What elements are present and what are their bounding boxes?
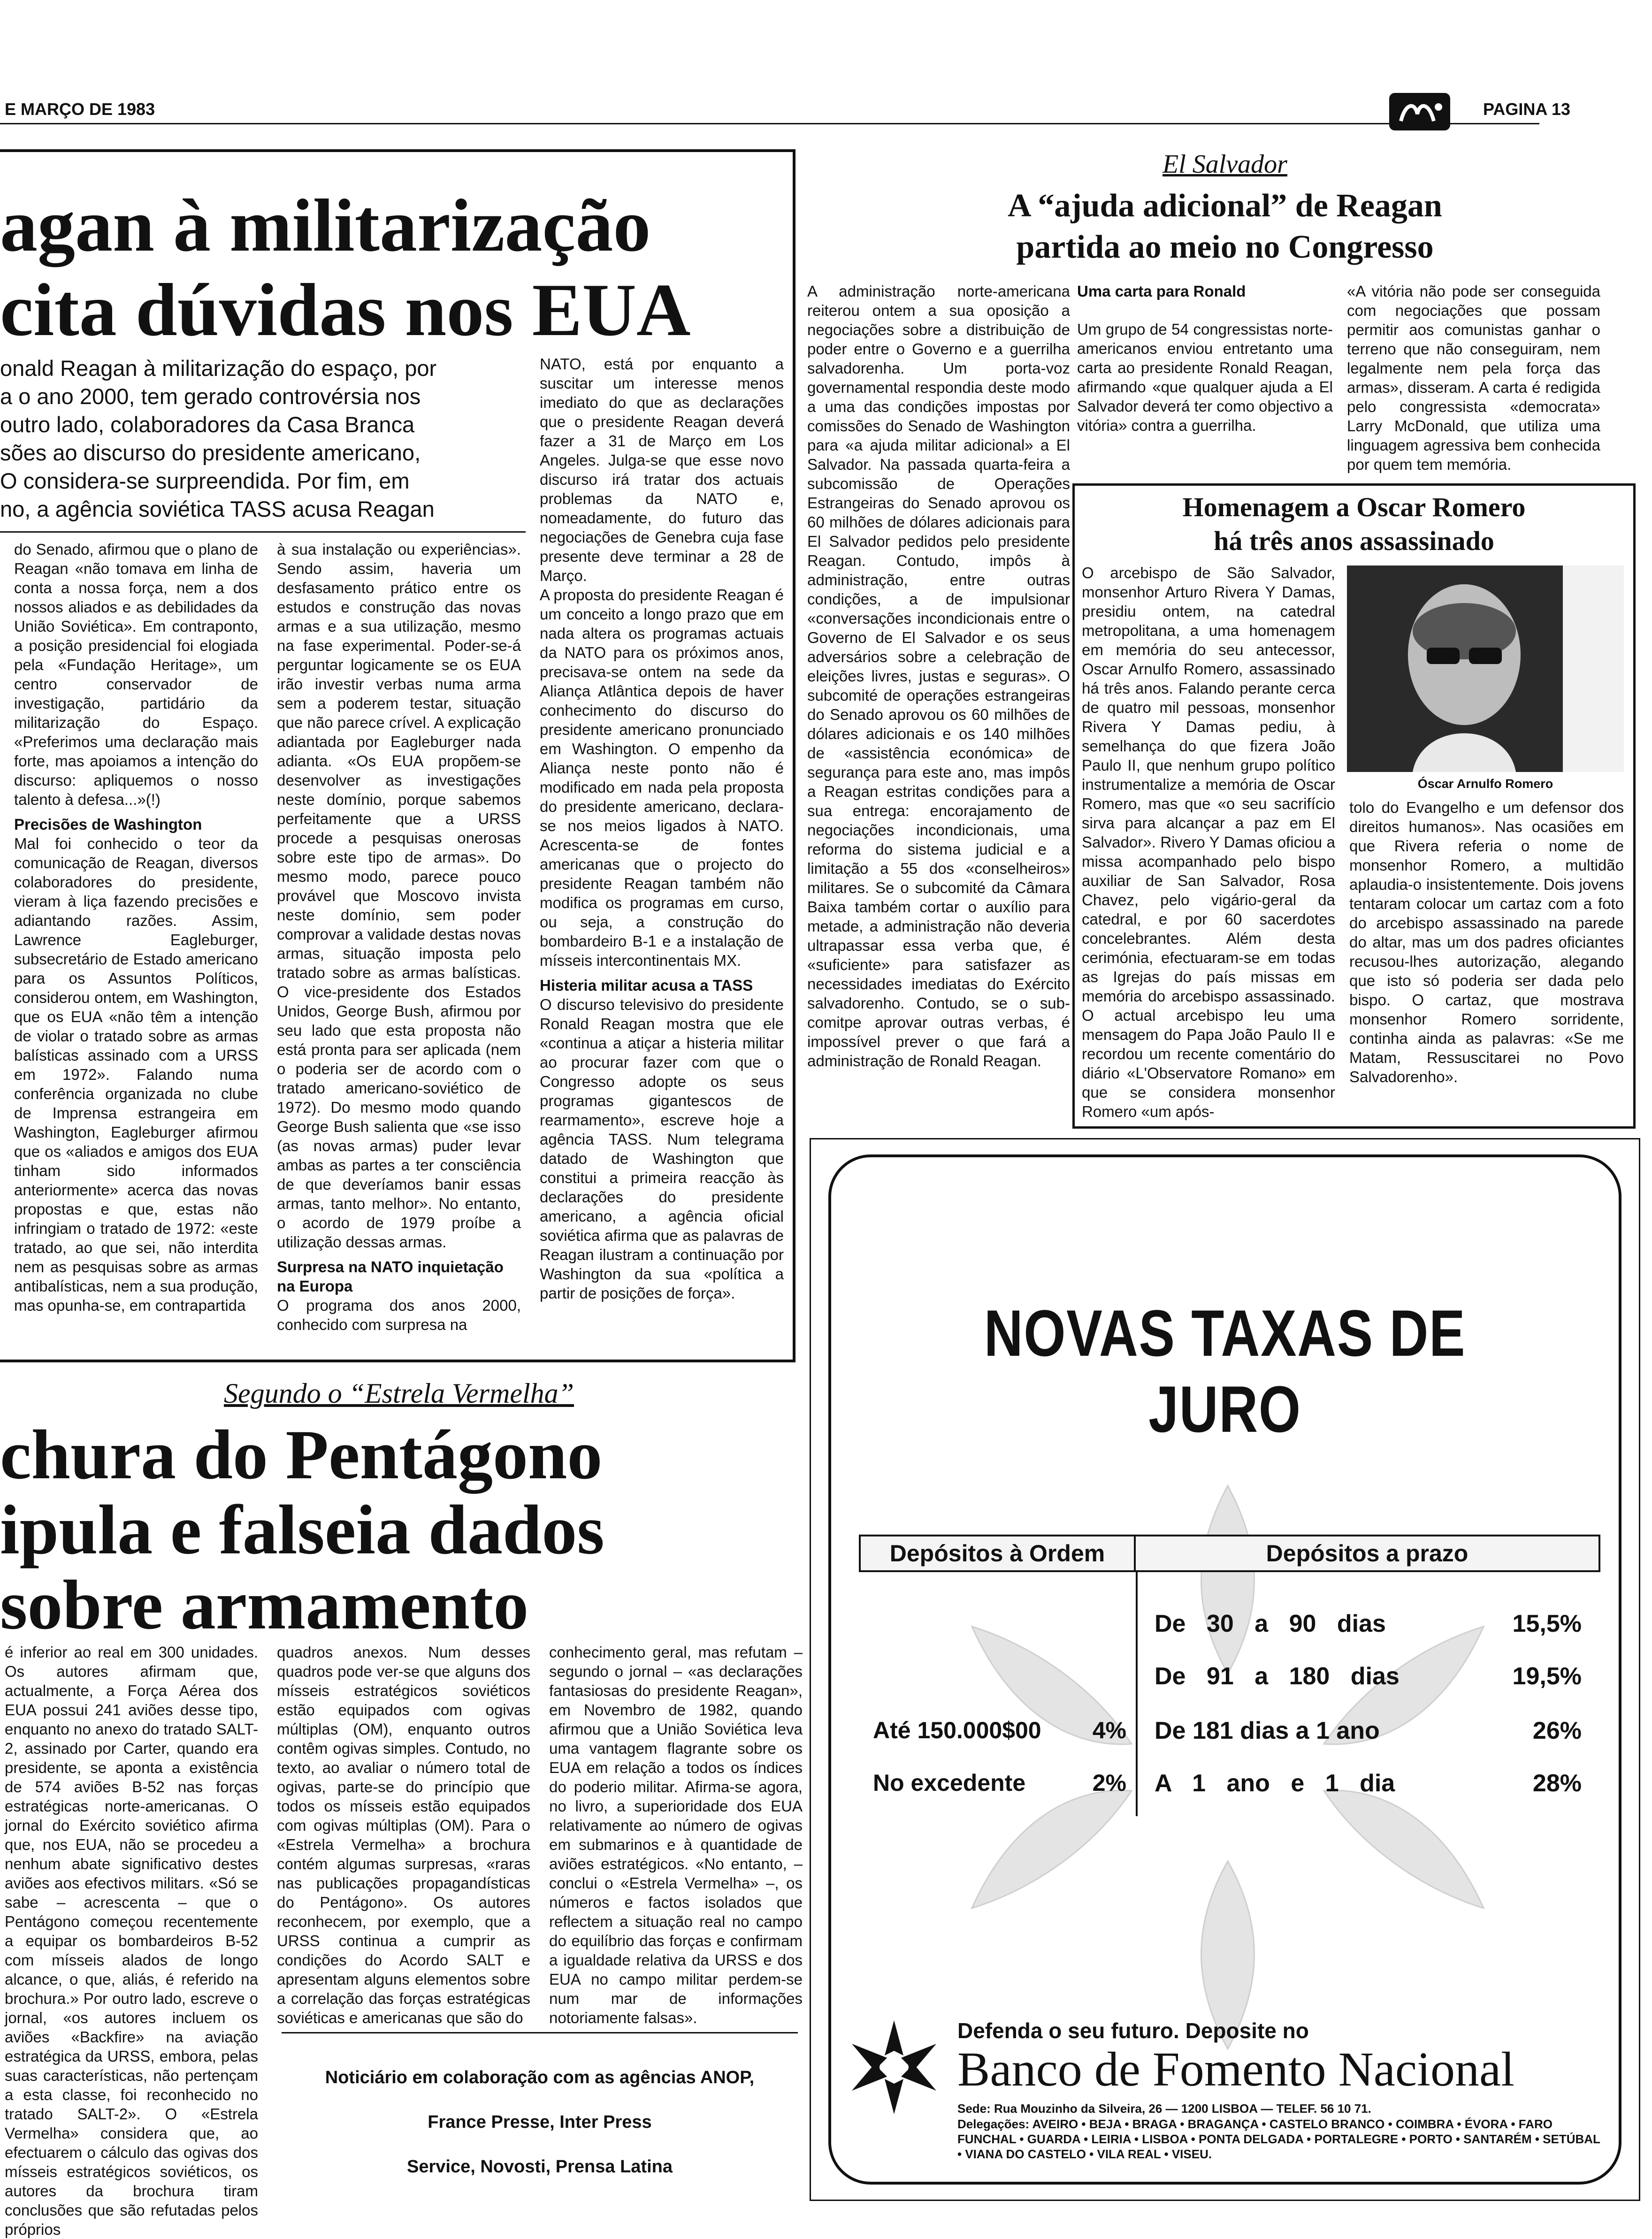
reagan-headline-line1: agan à militarização xyxy=(0,183,651,267)
reagan-headline xyxy=(0,183,788,352)
subheading: Histeria militar acusa a TASS xyxy=(540,977,753,994)
pentagono-headline-line2: ipula e falseia dados xyxy=(0,1491,604,1569)
header-date: E MARÇO DE 1983 xyxy=(5,99,155,119)
bank-logo-icon xyxy=(845,2018,943,2117)
bank-branches: Delegações: AVEIRO • BEJA • BRAGA • BRAGANÇA • CASTELO BRANCO • COIMBRA • ÉVORA • FARO FUNCHAL • GUARDA • LEIRIA • LISBOA • PONTA DELGADA • PORTALEGRE • PORTO • SANTARÉM • SETÚBAL • VIANA DO CASTELO • VILA REAL • VISEU. xyxy=(957,2117,1600,2161)
agencies-line: Noticiário em colaboração com as agências ANOP, xyxy=(325,2068,755,2087)
table-header-prazo: Depósitos a prazo xyxy=(1136,1535,1600,1572)
pentagono-col-3 xyxy=(549,1643,803,2026)
reagan-lead-line: sões ao discurso do presidente americano, xyxy=(0,440,421,465)
pentagono-headline-line1: chura do Pentágono xyxy=(0,1416,603,1494)
body-text: O programa dos anos 2000, conhecido com surpresa na xyxy=(277,1297,521,1333)
pentagono-col-2 xyxy=(277,1643,530,2026)
reagan-lead-line: a o ano 2000, tem gerado controvérsia nos xyxy=(0,384,421,409)
salvador-headline-line1: A “ajuda adicional” de Reagan xyxy=(1008,188,1442,224)
ordem-rate: 2% xyxy=(1092,1770,1126,1796)
bank-name: Banco de Fomento Nacional xyxy=(957,2042,1515,2096)
salvador-col-1 xyxy=(807,282,1070,1126)
reagan-lead-rule xyxy=(0,531,526,533)
reagan-lead-line: O considera-se surpreendida. Por fim, em xyxy=(0,468,410,493)
romero-col-1 xyxy=(1082,563,1335,1124)
agencies-credit xyxy=(282,2056,798,2189)
reagan-lead-line: onald Reagan à militarização do espaço, por xyxy=(0,356,437,381)
ordem-row xyxy=(873,1769,1126,1802)
body-text: O discurso televisivo do presidente Ronald Reagan mostra que ele «continua a atiçar a histeria militar ao procurar fazer com que o Congresso adopte os seus programas gigantescos de rearmamento», escreve hoje a agência TASS. Num telegrama datado de Washington que constitui a primeira reacção às declarações do presidente americano, a agência oficial soviética afirma que as palavras de Reagan ilustram a continuação por Washington da sua «política a partir de posições de força». xyxy=(540,996,784,1302)
rates-table xyxy=(859,1535,1600,1816)
ordem-label: Até 150.000$00 xyxy=(873,1717,1041,1743)
romero-headline-line1: Homenagem a Oscar Romero xyxy=(1182,492,1526,522)
prazo-row xyxy=(1155,1769,1582,1802)
pentagono-col-1 xyxy=(5,1643,258,2238)
body-text: Mal foi conhecido o teor da comunicação de Reagan, diversos colaboradores do presidente, vieram à liça fazendo precisões e adiantando razões. Assim, Lawrence Eagleburger, subsecretário de Estado americano para os Assuntos Políticos, considerou ontem, em Washington, que os EUA «não têm a intenção de violar o tratado sobre as armas balísticas assinado com a URSS em 1972». Falando numa conferência organizada no clube de Imprensa estrangeira em Washington, Eagleburger afirmou que os «aliados e amigos dos EUA tinham sido informados anteriormente» acerca das novas propostas e que, estas não infringiam o tratado de 1972: «este tratado, ao que sei, não interdita nem as pesquisas sobre as armas antibalísticas, nem a sua produção, mas opunha-se, em contrapartida xyxy=(14,835,258,1314)
reagan-col-2 xyxy=(277,540,521,1347)
pentagono-kicker: Segundo o “Estrela Vermelha” xyxy=(223,1378,574,1409)
header-rule xyxy=(0,123,1539,124)
pentagono-headline xyxy=(0,1417,798,1643)
prazo-label: De 30 a 90 dias xyxy=(1155,1610,1386,1637)
reagan-lead xyxy=(0,354,521,523)
ordem-label: No excedente xyxy=(873,1770,1026,1796)
prazo-rate: 26% xyxy=(1532,1717,1582,1744)
agencies-line: Service, Novosti, Prensa Latina xyxy=(406,2157,673,2177)
prazo-rate: 28% xyxy=(1532,1770,1582,1797)
body-text: O arcebispo de São Salvador, monsenhor Arturo Rivera Y Damas, presidiu ontem, na catedral metropolitana, a uma homenagem em memória do seu antecessor, Oscar Arnulfo Romero, assassinado há três anos. Falando perante cerca de quatro mil pessoas, monsenhor Rivera Y Damas pediu, à semelhança do que fizera João Paulo II, que nenhum grupo político instrumentalize a memória de Oscar Romero, mas que «o seu sacrifício sirva para alcançar a paz em El Salvador». Rivero Y Damas oficiou a missa acompanhado pelo bispo auxiliar de San Salvador, Rosa Chavez, pelo vigário-geral da catedral, e por 60 sacerdotes concelebrantes. Além desta cerimónia, efectuaram-se em todas as Igrejas do país missas em memória do arcebispo assassinado. O actual arcebispo leu uma mensagem do Papa João Paulo II e recordou um recente comentário do diário «L'Observatore Romano» em que se considera monsenhor Romero «um após- xyxy=(1082,564,1335,1120)
prazo-row xyxy=(1155,1662,1582,1695)
pentagono-headline-line3: sobre armamento xyxy=(0,1566,529,1644)
agencies-rule xyxy=(282,2032,798,2033)
reagan-headline-line2: cita dúvidas nos EUA xyxy=(0,268,691,352)
body-text: NATO, está por enquanto a suscitar um interesse menos imediato do que as declarações que o presidente Reagan deverá fazer a 31 de Março em Los Angeles. Julga-se que esse novo discurso irá tratar dos actuais problemas da NATO e, nomeadamente, do futuro das negociações de Genebra cuja fase presente deve terminar a 28 de Março. xyxy=(540,355,784,584)
prazo-label: A 1 ano e 1 dia xyxy=(1155,1770,1395,1797)
romero-col-2 xyxy=(1349,798,1624,1124)
salvador-col-3 xyxy=(1347,282,1600,474)
table-header-ordem: Depósitos à Ordem xyxy=(859,1535,1136,1572)
advert-slogan: Defenda o seu futuro. Deposite no xyxy=(957,2018,1309,2043)
salvador-col-2 xyxy=(1077,282,1333,474)
prazo-label: De 181 dias a 1 ano xyxy=(1155,1717,1380,1744)
body-text: Um grupo de 54 congressistas norte-americanos enviou entretanto uma carta ao presidente Ronald Reagan, afirmando «que qualquer ajuda a El Salvador deverá ter como objectivo a vitória» contra a guerrilha. xyxy=(1077,321,1333,434)
salvador-headline-line2: partida ao meio no Congresso xyxy=(1016,229,1434,265)
prazo-row xyxy=(1155,1610,1582,1643)
ordem-rate: 4% xyxy=(1092,1717,1126,1743)
bank-address: Sede: Rua Mouzinho da Silveira, 26 — 1200 LISBOA — TELEF. 56 10 71. xyxy=(957,2101,1371,2116)
salvador-kicker: El Salvador xyxy=(1163,150,1287,179)
body-text: conhecimento geral, mas refutam – segundo o jornal – «as declarações fantasiosas do presidente Reagan», em Novembro de 1982, quando afirmou que a União Soviética leva uma vantagem flagrante sobre os EUA em relação a todos os índices do poderio militar. Afirma-se agora, no livro, a superioridade dos EUA relativamente ao número de ogivas em submarinos e à quantidade de aviões estratégicos. «No entanto, – conclui o «Estrela Vermelha» –, os números e factos isolados que reflectem a situação real no campo do equilíbrio das forças e confirmam a igualdade relativa da URSS e dos EUA no campo militar perdem-se num mar de informações notoriamente falsas». xyxy=(549,1643,803,2026)
prazo-row xyxy=(1155,1717,1582,1750)
body-text: do Senado, afirmou que o plano de Reagan «não tomava em linha de conta a nossa força, nem a dos nossos aliados e as debilidades da União Soviética». Em contraponto, a posição presidencial foi elogiada pela «Fundação Heritage», um centro conservador de investigação, partidário da militarização do Espaço. «Preferimos uma declaração mais forte, mas apoiamos a intenção do discurso: apliquemos o nosso talento à defesa...»(!) xyxy=(14,541,258,808)
romero-headline xyxy=(1079,490,1629,558)
advert-headline: NOVAS TAXAS DE JURO xyxy=(984,1296,1466,1446)
romero-photo xyxy=(1347,565,1624,772)
romero-photo-caption: Óscar Arnulfo Romero xyxy=(1417,777,1553,791)
prazo-rate: 19,5% xyxy=(1512,1663,1582,1690)
body-text: «A vitória não pode ser conseguida com negociações que possam permitir aos comunistas ganhar o terreno que não conseguiram, nem legalmente nem pela força das armas», disseram. A carta é redigida pelo congressista «democrata» Larry McDonald, que utiliza uma linguagem agressiva bem conhecida por quem tem memória. xyxy=(1347,283,1600,473)
newspaper-logo xyxy=(1389,93,1450,130)
prazo-rate: 15,5% xyxy=(1512,1610,1582,1637)
salvador-headline xyxy=(807,185,1643,268)
prazo-label: De 91 a 180 dias xyxy=(1155,1663,1400,1690)
body-text: é inferior ao real em 300 unidades. Os autores afirmam que, actualmente, a Força Aérea dos EUA possui 241 aviões desse tipo, enquanto no anexo do tratado SALT-2, assinado por Carter, quando era presidente, se aponta a existência de 574 aviões B-52 nas forças estratégicas norte-americanas. O jornal do Exército soviético afirma que, nos EUA, não se procedeu a nenhum abate significativo destes aviões aos efectivos militars. «Só se sabe – acrescenta – que o Pentágono começou recentemente a equipar os bombardeiros B-52 com mísseis alados de longo alcance, o que, aliás, é referido na brochura.» Por outro lado, escreve o jornal, «os autores incluem os aviões «Backfire» na aviação estratégica da URSS, embora, pelas suas características, não pertençam a esta classe, foi reconhecido no tratado SALT-2». O «Estrela Vermelha» considera que, ao efectuarem o cálculo das ogivas dos mísseis estratégicos soviéticos, os autores da brochura tiram conclusões que são refutadas pelos próprios xyxy=(5,1643,258,2238)
reagan-lead-line: outro lado, colaboradores da Casa Branca xyxy=(0,412,415,437)
table-divider xyxy=(1136,1572,1138,1816)
romero-headline-line2: há três anos assassinado xyxy=(1214,526,1494,556)
reagan-col-1 xyxy=(14,540,258,1347)
page-header xyxy=(0,0,1652,136)
body-text: à sua instalação ou experiências». Sendo assim, haveria um desfasamento prático entre os estudos e construção das novas armas e a sua utilização, mesmo na fase experimental. Poder-se-á perguntar logicamente se os EUA irão investir verbas numa arma sem a poderem testar, situação que não parece crível. A explicação adiantada por Eagleburger nada adianta. «Os EUA propõem-se desenvolver as investigações neste domínio, porque sabemos perfeitamente que a URSS procede a pesquisas onerosas sobre este tipo de armas». Do mesmo modo, parece pouco provável que Moscovo invista neste domínio, sem poder comprovar a validade destas novas armas, situação imposta pelo tratado sobre as armas balísticas. O vice-presidente dos Estados Unidos, George Bush, afirmou por seu lado que esta proposta não está pronta para ser aplicada (nem o poderia ser de acordo com o tratado americano-soviético de 1972). Do mesmo modo quando George Bush salienta que «se isso (as novas armas) puder levar ambas as partes a ter consciência de que deveríamos banir essas armas, tanto melhor». No entanto, o acordo de 1979 proíbe a utilização dessas armas. xyxy=(277,541,521,1251)
subheading: Uma carta para Ronald xyxy=(1077,283,1246,300)
subheading: Precisões de Washington xyxy=(14,816,202,833)
header-page: PAGINA 13 xyxy=(1483,99,1571,119)
body-text: A proposta do presidente Reagan é um conceito a longo prazo que em nada altera os programas actuais da NATO para os próximos anos, precisava-se ontem na sede da Aliança Atlântica depois de haver conhecimento do discurso do presidente americano pronunciado em Washington. O empenho da Aliança neste ponto não é modificado em nada pela proposta do presidente americano, declara-se nos meios ligados à NATO. Acrescenta-se de fontes americanas que o projecto do presidente Reagan também não modifica os programas em curso, ou seja, a construção do bombardeiro B-1 e a instalação de mísseis intercontinentais MX. xyxy=(540,586,784,969)
body-text: quadros anexos. Num desses quadros pode ver-se que alguns dos mísseis estratégicos soviéticos estão equipados com ogivas múltiplas (OM), enquanto outros contêm ogivas simples. Contudo, no texto, ao avaliar o número total de ogivas, parte-se do princípio que todos os mísseis estão equipados com ogivas múltiplas (OM). Para o «Estrela Vermelha» a brochura contém algumas surpresas, «raras nas publicações propagandísticas do Pentágono». Os autores reconhecem, por exemplo, que a URSS continua a cumprir as condições do Acordo SALT e apresentam alguns elementos sobre a correlação das forças estratégicas soviéticas e americanas que são do xyxy=(277,1643,530,2026)
agencies-line: France Presse, Inter Press xyxy=(428,2112,652,2132)
subheading: Surpresa na NATO inquietação na Europa xyxy=(277,1258,504,1295)
body-text: A administração norte-americana reiterou ontem a sua oposição a negociações sobre a distribuição de poder entre o Governo e a guerrilha salvadorenha. Um porta-voz governamental respondia deste modo a uma das condições impostas por comissões do Senado de Washington para «a ajuda militar adicional» a El Salvador. Na passada quarta-feira a subcomissão de Operações Estrangeiras do Senado aprovou os 60 milhões de dólares adicionais para El Salvador pedidos pelo presidente Reagan. Contudo, impôs à administração, entre outras condições, a de impulsionar «conversações incondicionais entre o Governo de El Salvador e os seus adversários sobre a celebração de eleições livres, justas e seguras». O subcomité de operações estrangeiras do Senado aprovou os 60 milhões de dólares adicionais e os 140 milhões de «assistência económica» de segurança para este ano, mas impôs a Reagan estritas condições para a sua entrega: encorajamento de negociações incondicionais, uma reforma do sistema judicial e a limitação a 55 dos «conselheiros» militares. Se o subcomité da Câmara Baixa também cortar o auxílio para metade, a administração não deveria ultrapassar essa verba que, é «suficiente» para satisfazer as necessidades imediatas do Exército salvadorenho. Contudo, se o sub-comitpe aprovar outras verbas, é impossível prever o que fará a administração de Ronald Reagan. xyxy=(807,283,1070,1070)
reagan-lead-line: no, a agência soviética TASS acusa Reagan xyxy=(0,497,435,521)
reagan-col-3 xyxy=(540,354,784,1347)
ordem-row xyxy=(873,1717,1126,1750)
body-text: tolo do Evangelho e um defensor dos direitos humanos». Nas ocasiões em que Rivera referia o nome de monsenhor Romero, a multidão aplaudia-o insistentemente. Dois jovens tentaram colocar um cartaz com a foto do arcebispo assassinado na parede do altar, mas um dos padres oficiantes recusou-lhes autorização, alegando que isto só poderia ser dada pelo bispo. O cartaz, que mostrava monsenhor Romero sorridente, continha ainda as palavras: «Se me Matam, Ressuscitarei no Povo Salvadorenho». xyxy=(1349,799,1624,1085)
